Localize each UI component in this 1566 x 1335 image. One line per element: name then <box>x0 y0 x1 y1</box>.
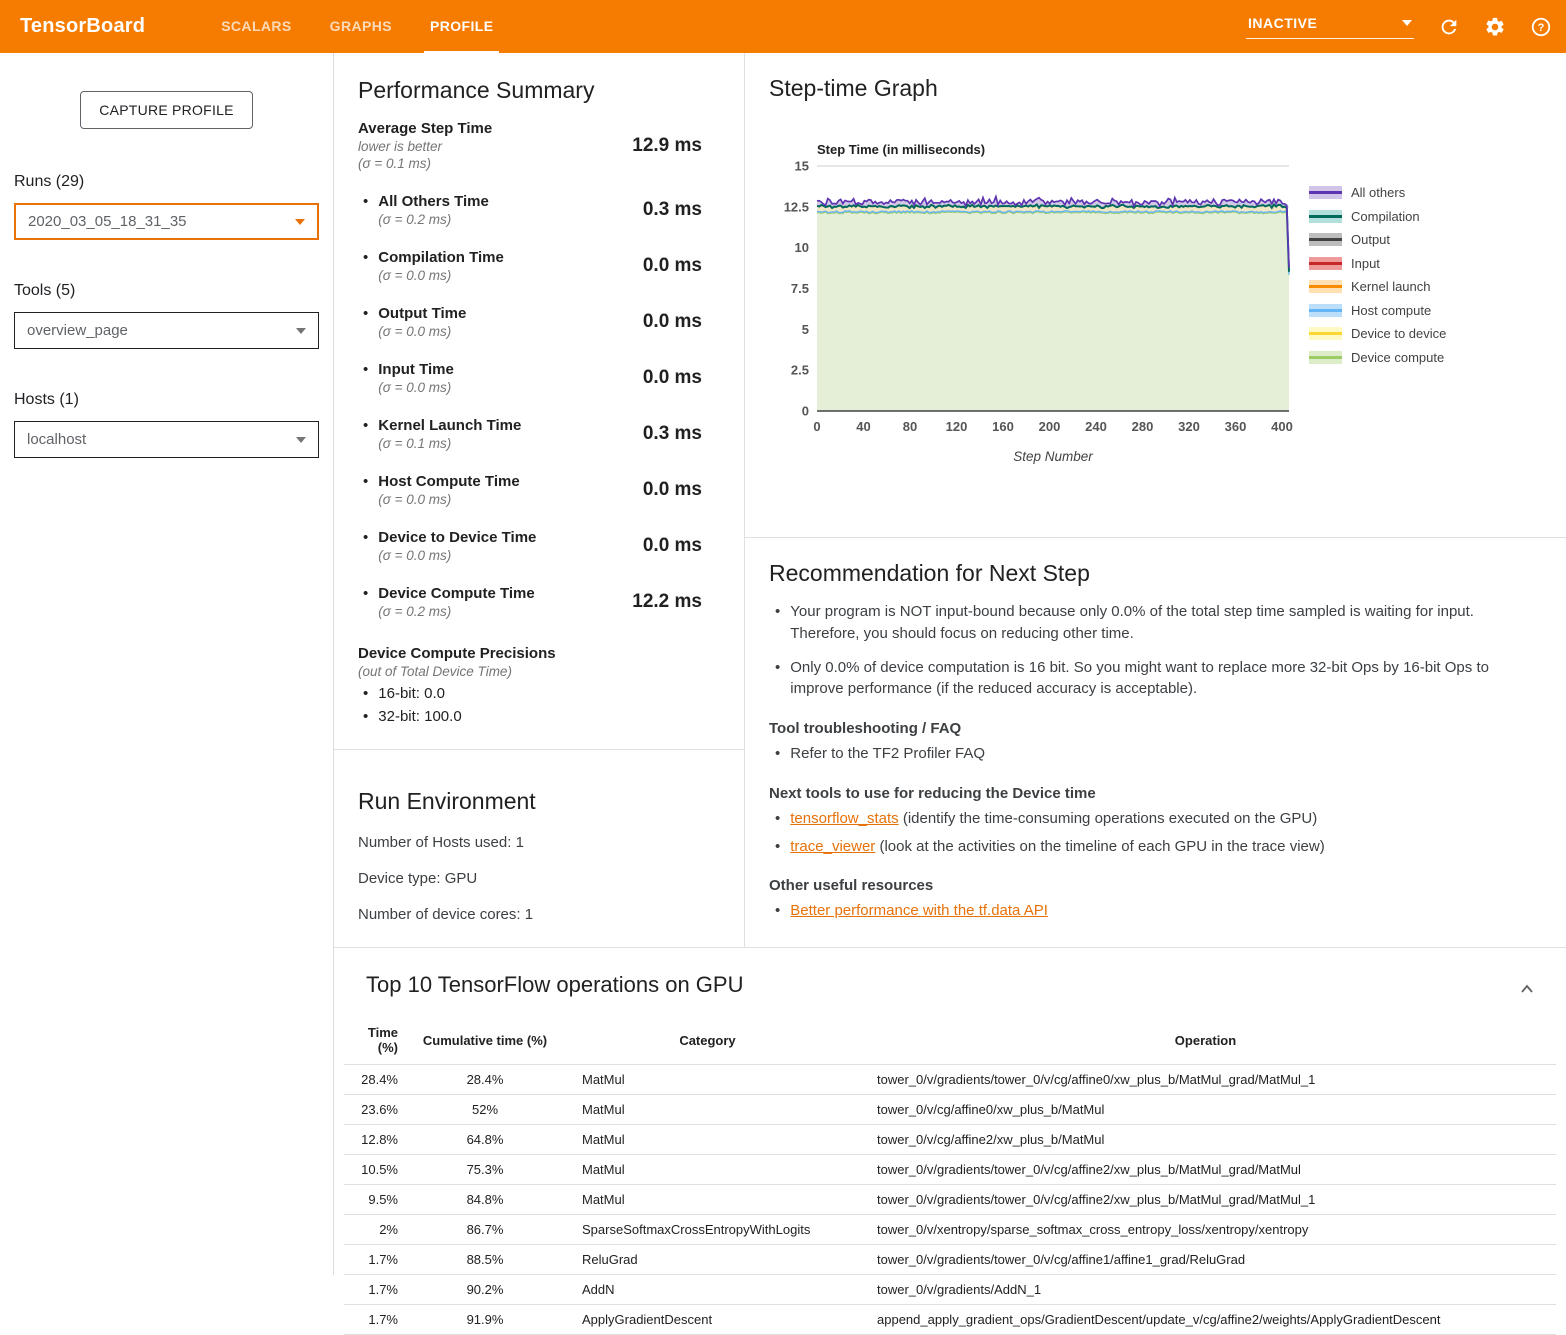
metric-label: Kernel Launch Time <box>378 417 522 434</box>
run-environment-line: Device type: GPU <box>358 870 478 887</box>
performance-summary-title: Performance Summary <box>358 77 595 103</box>
top-navbar <box>0 0 1566 53</box>
perf-metric-row <box>358 417 720 451</box>
metric-value: 0.0 ms <box>642 311 702 332</box>
metric-value: 0.0 ms <box>642 255 702 276</box>
tab-scalars[interactable]: SCALARS <box>221 17 292 34</box>
gear-icon[interactable] <box>1484 16 1506 38</box>
chevron-down-icon <box>296 328 306 334</box>
metric-value: 0.0 ms <box>642 479 702 500</box>
run-environment-section <box>334 750 744 947</box>
category-cell: ReluGrad <box>560 1245 855 1275</box>
other-resource-item: • Better performance with the tf.data API <box>769 900 1540 922</box>
bullet: • <box>363 305 369 322</box>
category-cell: MatMul <box>560 1095 855 1125</box>
column-header: Cumulative time (%) <box>410 1016 560 1065</box>
svg-text:120: 120 <box>945 419 968 434</box>
time-cell: 28.4% <box>344 1065 410 1095</box>
legend-swatch <box>1309 186 1342 199</box>
refresh-icon[interactable] <box>1438 16 1460 38</box>
perf-metric-row <box>358 585 720 619</box>
metric-label: Compilation Time <box>378 249 504 266</box>
table-row <box>344 1275 1556 1305</box>
recommendation-bullet: • Only 0.0% of device computation is 16 bit. So you might want to replace more 32-bit Ops by 16-bit Ops to improve performance (if the reduced accuracy is acceptable). <box>775 658 1489 698</box>
svg-text:2.5: 2.5 <box>790 362 809 378</box>
svg-text:Step Time (in milliseconds): Step Time (in milliseconds) <box>817 142 986 157</box>
device-compute-precisions <box>358 645 720 725</box>
faq-bullet-text: Refer to the TF2 Profiler FAQ <box>790 745 986 762</box>
metric-label: Input Time <box>378 361 454 378</box>
legend-label: All others <box>1351 185 1406 200</box>
metric-sigma: (σ = 0.0 ms) <box>378 492 452 507</box>
bullet: • <box>363 361 369 378</box>
legend-swatch <box>1309 280 1342 293</box>
recommendation-bullet: • Your program is NOT input-bound because only 0.0% of the total step time sampled is waiting for input. Therefore, you should focus on reducing other time. <box>775 603 1474 642</box>
column-header: Category <box>560 1016 855 1065</box>
operation-cell: tower_0/v/gradients/tower_0/v/cg/affine0/xw_plus_b/MatMul_grad/MatMul_1 <box>855 1065 1556 1095</box>
table-row <box>344 1155 1556 1185</box>
chevron-down-icon <box>1402 20 1412 26</box>
metric-value: 0.3 ms <box>642 199 702 220</box>
legend-swatch <box>1309 210 1342 223</box>
navbar-right <box>1246 0 1566 53</box>
svg-text:320: 320 <box>1178 419 1200 434</box>
svg-text:10: 10 <box>794 240 809 256</box>
main-content <box>334 53 1566 1327</box>
faq-bullet: • Refer to the TF2 Profiler FAQ <box>769 743 1540 765</box>
metric-label: Host Compute Time <box>378 473 520 490</box>
sidebar <box>0 53 334 1275</box>
faq-title: Tool troubleshooting / FAQ <box>769 720 962 737</box>
bullet: • <box>363 473 369 490</box>
metric-sigma: (σ = 0.0 ms) <box>378 324 452 339</box>
bullet: • <box>363 417 369 434</box>
svg-text:160: 160 <box>992 419 1014 434</box>
legend-label: Kernel launch <box>1351 279 1431 294</box>
svg-text:80: 80 <box>902 419 918 434</box>
runs-select-value: 2020_03_05_18_31_35 <box>28 213 187 230</box>
column-header: Time (%) <box>344 1016 410 1065</box>
tool-link[interactable]: tensorflow_stats <box>790 809 899 827</box>
table-row <box>344 1305 1556 1335</box>
bullet: • <box>363 193 369 210</box>
metric-label: Average Step Time <box>358 120 493 137</box>
step-time-chart <box>769 138 1293 468</box>
metric-sigma: (σ = 0.0 ms) <box>378 380 452 395</box>
collapse-section-button[interactable] <box>1518 982 1536 999</box>
recommendation-title: Recommendation for Next Step <box>769 560 1090 586</box>
time-cell: 23.6% <box>344 1095 410 1125</box>
svg-text:?: ? <box>1537 21 1545 34</box>
operation-cell: tower_0/v/gradients/AddN_1 <box>855 1275 1556 1305</box>
category-cell: SparseSoftmaxCrossEntropyWithLogits <box>560 1215 855 1245</box>
legend-item <box>1309 350 1446 365</box>
svg-text:0: 0 <box>801 403 809 419</box>
run-environment-title: Run Environment <box>358 788 536 814</box>
legend-label: Device compute <box>1351 349 1445 365</box>
legend-label: Compilation <box>1351 208 1420 224</box>
metric-label: Device to Device Time <box>378 529 537 546</box>
operation-cell: tower_0/v/gradients/tower_0/v/cg/affine1/affine1_grad/ReluGrad <box>855 1245 1556 1275</box>
next-tools-title: Next tools to use for reducing the Device time <box>769 784 1096 802</box>
table-row <box>344 1095 1556 1125</box>
nav-tabs <box>215 0 525 53</box>
next-tool-item: • tensorflow_stats (identify the time-consuming operations executed on the GPU) <box>775 809 1318 827</box>
top-ops-section <box>334 947 1566 1335</box>
svg-text:7.5: 7.5 <box>790 281 809 296</box>
bullet: • <box>363 529 369 546</box>
svg-text:5: 5 <box>801 321 809 337</box>
legend-item <box>1309 185 1446 200</box>
precisions-subtitle: (out of Total Device Time) <box>358 664 512 679</box>
step-time-graph-section <box>745 53 1566 538</box>
help-icon[interactable] <box>1530 16 1552 38</box>
metric-label: All Others Time <box>378 193 489 210</box>
recommendation-section <box>745 538 1566 922</box>
top-ops-title: Top 10 TensorFlow operations on GPU <box>366 972 744 997</box>
precisions-title: Device Compute Precisions <box>358 645 556 662</box>
legend-label: Device to device <box>1351 326 1447 341</box>
tool-link[interactable]: trace_viewer <box>790 837 876 855</box>
metric-label: Device Compute Time <box>378 585 535 602</box>
hosts-select[interactable] <box>14 421 319 458</box>
metric-sigma: (σ = 0.1 ms) <box>358 156 432 171</box>
legend-item <box>1309 279 1446 294</box>
metric-sigma: (σ = 0.2 ms) <box>378 604 452 619</box>
cumulative-cell: 28.4% <box>410 1065 560 1095</box>
legend-swatch <box>1309 257 1342 270</box>
metric-value: 12.2 ms <box>632 591 702 612</box>
cumulative-cell: 90.2% <box>410 1275 560 1305</box>
tool-desc: (look at the activities on the timeline of each GPU in the trace view) <box>875 837 1325 855</box>
metric-note: lower is better <box>358 139 443 154</box>
metric-value: 12.9 ms <box>632 134 702 156</box>
legend-swatch <box>1309 304 1342 317</box>
other-resources-title: Other useful resources <box>769 877 934 895</box>
metric-sigma: (σ = 0.0 ms) <box>378 548 452 563</box>
precision-item: • 32-bit: 100.0 <box>363 708 462 725</box>
tab-profile[interactable]: PROFILE <box>424 0 499 53</box>
tools-select-value: overview_page <box>27 322 128 339</box>
svg-text:40: 40 <box>856 419 871 434</box>
legend-swatch <box>1309 233 1342 246</box>
svg-text:Step Number: Step Number <box>1013 449 1093 464</box>
cumulative-cell: 64.8% <box>410 1125 560 1155</box>
precision-item: • 16-bit: 0.0 <box>363 685 445 702</box>
svg-text:15: 15 <box>794 158 809 174</box>
operation-cell: tower_0/v/gradients/tower_0/v/cg/affine2/xw_plus_b/MatMul_grad/MatMul_1 <box>855 1185 1556 1215</box>
metric-value: 0.0 ms <box>642 367 702 388</box>
legend-item <box>1309 256 1446 271</box>
top-ops-table <box>344 1016 1556 1335</box>
cumulative-cell: 75.3% <box>410 1155 560 1185</box>
svg-text:400: 400 <box>1271 419 1293 434</box>
perf-metric-row <box>358 361 720 395</box>
table-row <box>344 1215 1556 1245</box>
svg-text:240: 240 <box>1085 419 1107 434</box>
status-dropdown[interactable] <box>1246 15 1414 39</box>
chart-legend <box>1309 185 1446 468</box>
performance-summary-section <box>334 53 744 750</box>
table-row <box>344 1185 1556 1215</box>
legend-label: Output <box>1351 232 1391 247</box>
perf-metric-row <box>358 249 720 283</box>
operation-cell: tower_0/v/xentropy/sparse_softmax_cross_entropy_loss/xentropy/xentropy <box>855 1215 1556 1245</box>
chevron-down-icon <box>296 437 306 443</box>
time-cell: 1.7% <box>344 1305 410 1335</box>
table-row <box>344 1125 1556 1155</box>
operation-cell: tower_0/v/cg/affine0/xw_plus_b/MatMul <box>855 1095 1556 1125</box>
svg-text:360: 360 <box>1224 419 1247 434</box>
runs-select[interactable] <box>14 203 319 240</box>
svg-text:280: 280 <box>1131 419 1154 434</box>
hosts-select-value: localhost <box>27 431 87 448</box>
resource-link[interactable]: Better performance with the tf.data API <box>790 902 1048 920</box>
capture-profile-button[interactable]: CAPTURE PROFILE <box>80 91 252 129</box>
svg-text:200: 200 <box>1038 419 1061 434</box>
perf-metric-list <box>358 193 720 619</box>
time-cell: 9.5% <box>344 1185 410 1215</box>
tool-desc: (identify the time-consuming operations executed on the GPU) <box>898 809 1318 827</box>
chevron-up-icon <box>1518 982 1536 996</box>
metric-sigma: (σ = 0.1 ms) <box>378 436 452 451</box>
run-environment-line: Number of device cores: 1 <box>358 906 534 923</box>
average-step-time-row <box>358 120 720 171</box>
operation-cell: tower_0/v/cg/affine2/xw_plus_b/MatMul <box>855 1125 1556 1155</box>
table-row <box>344 1065 1556 1095</box>
tab-graphs[interactable]: GRAPHS <box>329 17 392 34</box>
category-cell: ApplyGradientDescent <box>560 1305 855 1335</box>
cumulative-cell: 88.5% <box>410 1245 560 1275</box>
bullet: • <box>363 249 369 266</box>
legend-label: Host compute <box>1351 302 1432 318</box>
time-cell: 1.7% <box>344 1275 410 1305</box>
cumulative-cell: 86.7% <box>410 1215 560 1245</box>
time-cell: 2% <box>344 1215 410 1245</box>
category-cell: MatMul <box>560 1155 855 1185</box>
perf-metric-row <box>358 305 720 339</box>
tools-label: Tools (5) <box>14 282 76 299</box>
category-cell: MatMul <box>560 1065 855 1095</box>
operation-cell: append_apply_gradient_ops/GradientDescent/update_v/cg/affine2/weights/ApplyGradientDescent <box>855 1305 1556 1335</box>
category-cell: MatMul <box>560 1125 855 1155</box>
category-cell: MatMul <box>560 1185 855 1215</box>
legend-item <box>1309 326 1446 341</box>
cumulative-cell: 91.9% <box>410 1305 560 1335</box>
hosts-label: Hosts (1) <box>14 391 79 408</box>
metric-label: Output Time <box>378 305 467 322</box>
metric-sigma: (σ = 0.2 ms) <box>378 212 452 227</box>
runs-label: Runs (29) <box>14 173 85 190</box>
legend-swatch <box>1309 327 1342 340</box>
table-row <box>344 1245 1556 1275</box>
metric-value: 0.3 ms <box>642 423 702 444</box>
run-environment-line: Number of Hosts used: 1 <box>358 834 524 851</box>
category-cell: AddN <box>560 1275 855 1305</box>
perf-metric-row <box>358 529 720 563</box>
metric-sigma: (σ = 0.0 ms) <box>378 268 452 283</box>
svg-text:0: 0 <box>813 419 821 434</box>
legend-item <box>1309 303 1446 318</box>
time-cell: 1.7% <box>344 1245 410 1275</box>
app-title: TensorBoard <box>20 15 146 37</box>
next-tool-item: • trace_viewer (look at the activities on the timeline of each GPU in the trace view) <box>775 837 1325 855</box>
step-time-graph-title: Step-time Graph <box>769 75 938 101</box>
perf-metric-row <box>358 473 720 507</box>
svg-text:12.5: 12.5 <box>783 199 809 215</box>
time-cell: 10.5% <box>344 1155 410 1185</box>
status-dropdown-value: INACTIVE <box>1248 14 1318 31</box>
time-cell: 12.8% <box>344 1125 410 1155</box>
tools-select[interactable] <box>14 312 319 349</box>
legend-label: Input <box>1351 255 1380 271</box>
legend-swatch <box>1309 351 1342 364</box>
column-header: Operation <box>855 1016 1556 1065</box>
cumulative-cell: 84.8% <box>410 1185 560 1215</box>
perf-metric-row <box>358 193 720 227</box>
metric-value: 0.0 ms <box>642 535 702 556</box>
bullet: • <box>363 585 369 602</box>
chevron-down-icon <box>295 219 305 225</box>
cumulative-cell: 52% <box>410 1095 560 1125</box>
legend-item <box>1309 232 1446 247</box>
legend-item <box>1309 209 1446 224</box>
operation-cell: tower_0/v/gradients/tower_0/v/cg/affine2/xw_plus_b/MatMul_grad/MatMul <box>855 1155 1556 1185</box>
